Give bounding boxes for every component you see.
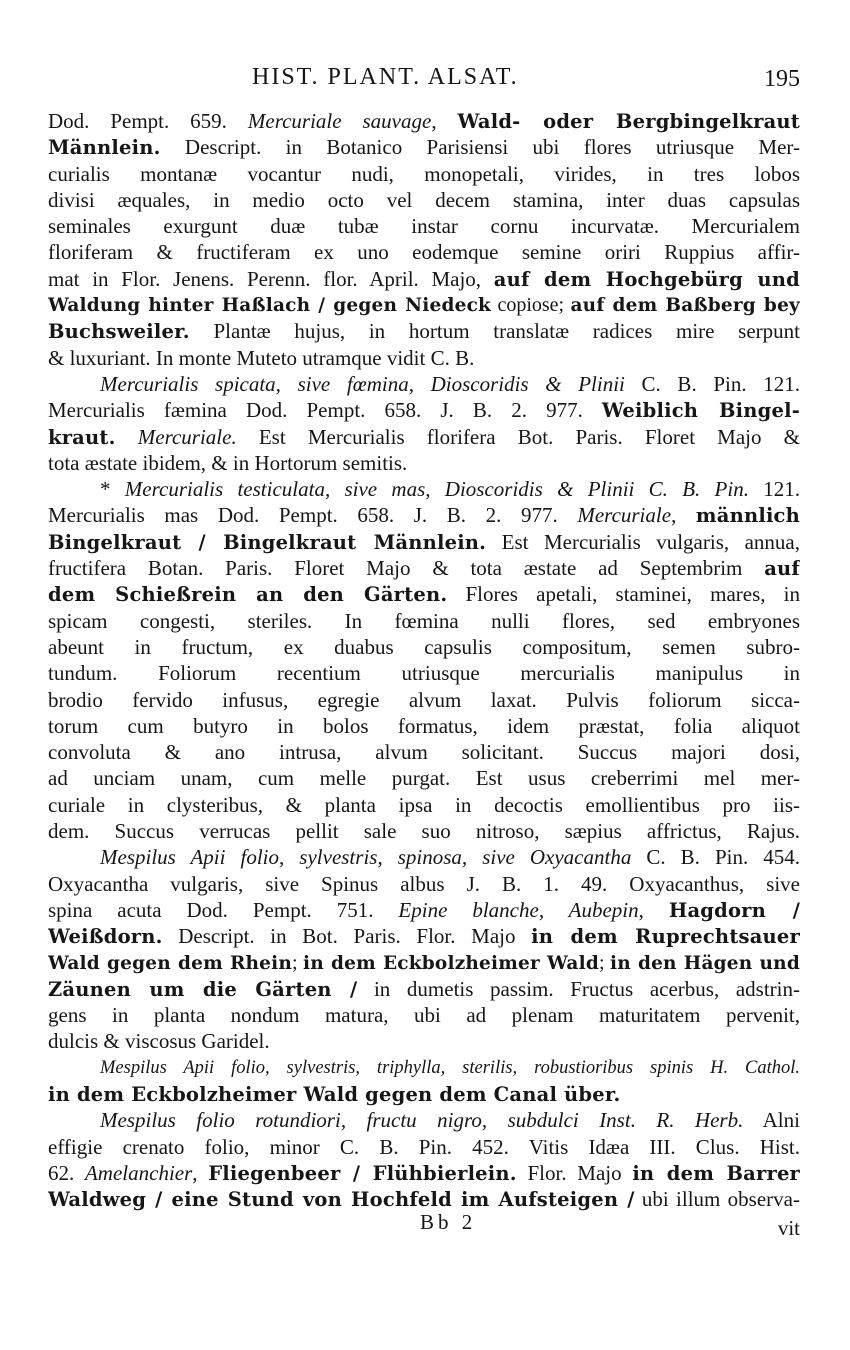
roman-text: Flor. Majo	[516, 1160, 633, 1185]
roman-text: floriferam & fructiferam ex uno eodemque semine oriri Ruppius affir-	[48, 240, 800, 265]
text-line	[48, 476, 800, 502]
text-line	[48, 976, 800, 1002]
text-line	[48, 897, 800, 923]
roman-text: Plantæ hujus, in hortum translatæ radices mire serpunt	[189, 319, 800, 344]
roman-text: Descript. in Bot. Paris. Flor. Majo	[162, 924, 532, 949]
text-line	[48, 318, 800, 344]
blackletter-text: Männlein.	[48, 136, 161, 160]
roman-text: & luxuriant. In monte Muteto utramque vidit C. B.	[48, 345, 475, 370]
text-line	[48, 792, 800, 818]
catchword: vit	[777, 1216, 800, 1240]
text-line	[48, 844, 800, 870]
text-line	[48, 923, 800, 949]
roman-text: spina acuta Dod. Pempt. 751.	[48, 897, 399, 922]
text-line	[48, 713, 800, 739]
text-line	[48, 450, 800, 476]
text-line	[48, 634, 800, 660]
blackletter-text: in dem Barrer	[632, 1161, 800, 1185]
roman-text	[116, 425, 138, 449]
text-line	[48, 687, 800, 713]
text-line	[48, 1002, 800, 1028]
running-title: HIST. PLANT. ALSAT.	[252, 64, 519, 90]
roman-text: Dod. Pempt. 659.	[48, 109, 248, 133]
roman-text: torum cum butyro in bolos formatus, idem præstat, folia aliquot	[48, 713, 800, 738]
blackletter-text: Wald gegen dem Rhein	[48, 952, 293, 974]
roman-text: Alni	[743, 1108, 800, 1133]
roman-text: ;	[292, 951, 304, 974]
blackletter-text: in den Hägen und	[609, 952, 800, 974]
text-line	[48, 1028, 800, 1054]
text-line	[48, 1186, 800, 1212]
blackletter-text: dem Schießrein an den Gärten.	[48, 583, 448, 607]
roman-text: curialis montanæ vocantur nudi, monopetali, virides, in tres lobos	[48, 161, 800, 186]
printer-signature: Bb 2	[420, 1210, 477, 1234]
roman-text: ad unciam unam, cum melle purgat. Est usus creberrimi mel mer-	[48, 766, 800, 791]
italic-text: Epine blanche, Aubepin	[398, 897, 639, 922]
italic-text: Mercuriale sauvage	[247, 109, 432, 133]
blackletter-text: männlich	[695, 504, 800, 528]
text-line	[48, 213, 800, 239]
roman-text: copiose;	[491, 294, 571, 317]
roman-text: curiale in clysteribus, & planta ipsa in decoctis emollientibus pro iis-	[48, 792, 800, 817]
blackletter-text: Hagdorn /	[668, 898, 800, 922]
roman-text: Est Mercurialis florifera Bot. Paris. Floret Majo &	[236, 424, 800, 449]
text-line	[48, 266, 800, 292]
roman-text: mat in Flor. Jenens. Perenn. flor. April. Majo,	[48, 266, 494, 291]
roman-text: ,	[192, 1160, 209, 1185]
blackletter-text: Waldung hinter Haßlach / gegen Niedeck	[48, 295, 492, 317]
blackletter-text: kraut.	[48, 425, 116, 449]
roman-text: spicam congesti, steriles. In fœmina nulli flores, sed embryones	[48, 608, 800, 633]
roman-text: brodio fervido infusus, egregie alvum laxat. Pulvis foliorum sicca-	[48, 687, 800, 712]
roman-text: ,	[431, 109, 458, 133]
text-line	[48, 950, 800, 976]
roman-text: divisi æquales, in medio octo vel decem stamina, inter duas capsulas	[48, 187, 800, 212]
italic-text: Mespilus Apii folio, sylvestris, triphylla, sterilis, robustioribus spinis H. Cathol.	[100, 1057, 800, 1078]
roman-text: C. B. Pin. 454.	[631, 845, 800, 870]
italic-text: Mercurialis testiculata, sive mas, Dioscoridis & Plinii C. B. Pin.	[124, 477, 749, 502]
page-footer	[0, 1210, 850, 1240]
blackletter-text: in dem Eckbolzheimer Wald	[303, 952, 599, 974]
text-line	[48, 1107, 800, 1133]
italic-text: Mespilus folio rotundiori, fructu nigro, subdulci Inst. R. Herb.	[100, 1108, 744, 1133]
blackletter-text: Zäunen um die Gärten /	[48, 977, 358, 1001]
roman-text: tundum. Foliorum recentium utriusque mercurialis manipulus in	[48, 661, 800, 686]
italic-text: Mercuriale.	[137, 424, 237, 449]
roman-text: 62.	[48, 1160, 85, 1185]
blackletter-text: in dem Ruprechtsauer	[531, 925, 800, 949]
text-line	[48, 660, 800, 686]
blackletter-text: Bingelkraut / Bingelkraut Männlein.	[48, 530, 487, 554]
text-line	[48, 529, 800, 555]
text-line	[48, 371, 800, 397]
roman-text: Flores apetali, staminei, mares, in	[447, 582, 800, 607]
roman-text: Mercurialis fæmina Dod. Pempt. 658. J. B. 2. 977.	[48, 398, 602, 423]
text-line	[48, 1081, 800, 1107]
text-line	[48, 581, 800, 607]
text-line	[48, 239, 800, 265]
text-line	[48, 818, 800, 844]
roman-text: seminales exurgunt duæ tubæ instar cornu incurvatæ. Mercurialem	[48, 214, 800, 239]
text-line	[48, 1055, 800, 1081]
roman-text: Oxyacantha vulgaris, sive Spinus albus J. B. 1. 49. Oxyacanthus, sive	[48, 871, 800, 896]
roman-text: C. B. Pin. 121.	[624, 371, 800, 396]
roman-text: fructifera Botan. Paris. Floret Majo & tota æstate ad Septembrim	[48, 556, 765, 581]
text-line	[48, 424, 800, 450]
blackletter-text: Wald- oder Bergbingelkraut	[457, 110, 800, 133]
roman-text: Mercurialis mas Dod. Pempt. 658. J. B. 2. 977.	[48, 503, 578, 528]
text-line	[48, 134, 800, 160]
text-line	[48, 739, 800, 765]
body-text	[48, 108, 800, 1212]
text-line	[48, 187, 800, 213]
roman-text: 121.	[748, 477, 800, 502]
text-line	[48, 108, 800, 134]
roman-text: ubi illum observa-	[634, 1187, 800, 1212]
roman-text: *	[100, 477, 125, 502]
running-header	[0, 64, 850, 96]
roman-text: ,	[671, 503, 696, 528]
roman-text: dulcis & viscosus Garidel.	[48, 1029, 270, 1054]
text-line	[48, 502, 800, 528]
text-line	[48, 397, 800, 423]
blackletter-text: Waldweg / eine Stund von Hochfeld im Aufsteigen /	[48, 1188, 635, 1212]
text-line	[48, 161, 800, 187]
roman-text: tota æstate ibidem, & in Hortorum semitis.	[48, 450, 408, 475]
italic-text: Mespilus Apii folio, sylvestris, spinosa, sive Oxyacantha	[100, 845, 632, 870]
italic-text: Amelanchier	[84, 1160, 193, 1185]
roman-text: ;	[598, 951, 610, 974]
roman-text: Est Mercurialis vulgaris, annua,	[486, 529, 800, 554]
page-number: 195	[764, 66, 800, 92]
blackletter-text: auf dem Hochgebürg und	[493, 267, 800, 291]
roman-text: convoluta & ano intrusa, alvum solicitant. Succus majori dosi,	[48, 740, 800, 765]
blackletter-text: Buchsweiler.	[48, 320, 190, 344]
text-line	[48, 1134, 800, 1160]
blackletter-text: Weißdorn.	[48, 925, 163, 949]
roman-text: ,	[638, 897, 669, 922]
blackletter-text: Fliegenbeer / Flühbierlein.	[208, 1161, 517, 1185]
roman-text: effigie crenato folio, minor C. B. Pin. 452. Vitis Idæa III. Clus. Hist.	[48, 1134, 800, 1159]
roman-text: in dumetis passim. Fructus acerbus, adstrin-	[357, 976, 800, 1001]
blackletter-text: auf	[764, 557, 800, 581]
text-line	[48, 555, 800, 581]
roman-text: gens in planta nondum matura, ubi ad plenam maturitatem pervenit,	[48, 1003, 800, 1028]
blackletter-text: Weiblich Bingel-	[601, 399, 800, 423]
roman-text: abeunt in fructum, ex duabus capsulis compositum, semen subro-	[48, 634, 800, 659]
italic-text: Mercuriale	[577, 503, 672, 528]
roman-text: dem. Succus verrucas pellit sale suo nitroso, sæpius affrictus, Rajus.	[48, 819, 800, 844]
text-line	[48, 292, 800, 318]
blackletter-text: in dem Eckbolzheimer Wald gegen dem Canal über.	[48, 1082, 621, 1106]
text-line	[48, 765, 800, 791]
text-line	[48, 871, 800, 897]
italic-text: Mercurialis spicata, sive fœmina, Dioscoridis & Plinii	[100, 371, 625, 396]
roman-text: Descript. in Botanico Parisiensi ubi flores utriusque Mer-	[160, 135, 800, 160]
blackletter-text: auf dem Baßberg bey	[570, 295, 800, 317]
text-line	[48, 608, 800, 634]
text-line	[48, 345, 800, 371]
text-line	[48, 1160, 800, 1186]
